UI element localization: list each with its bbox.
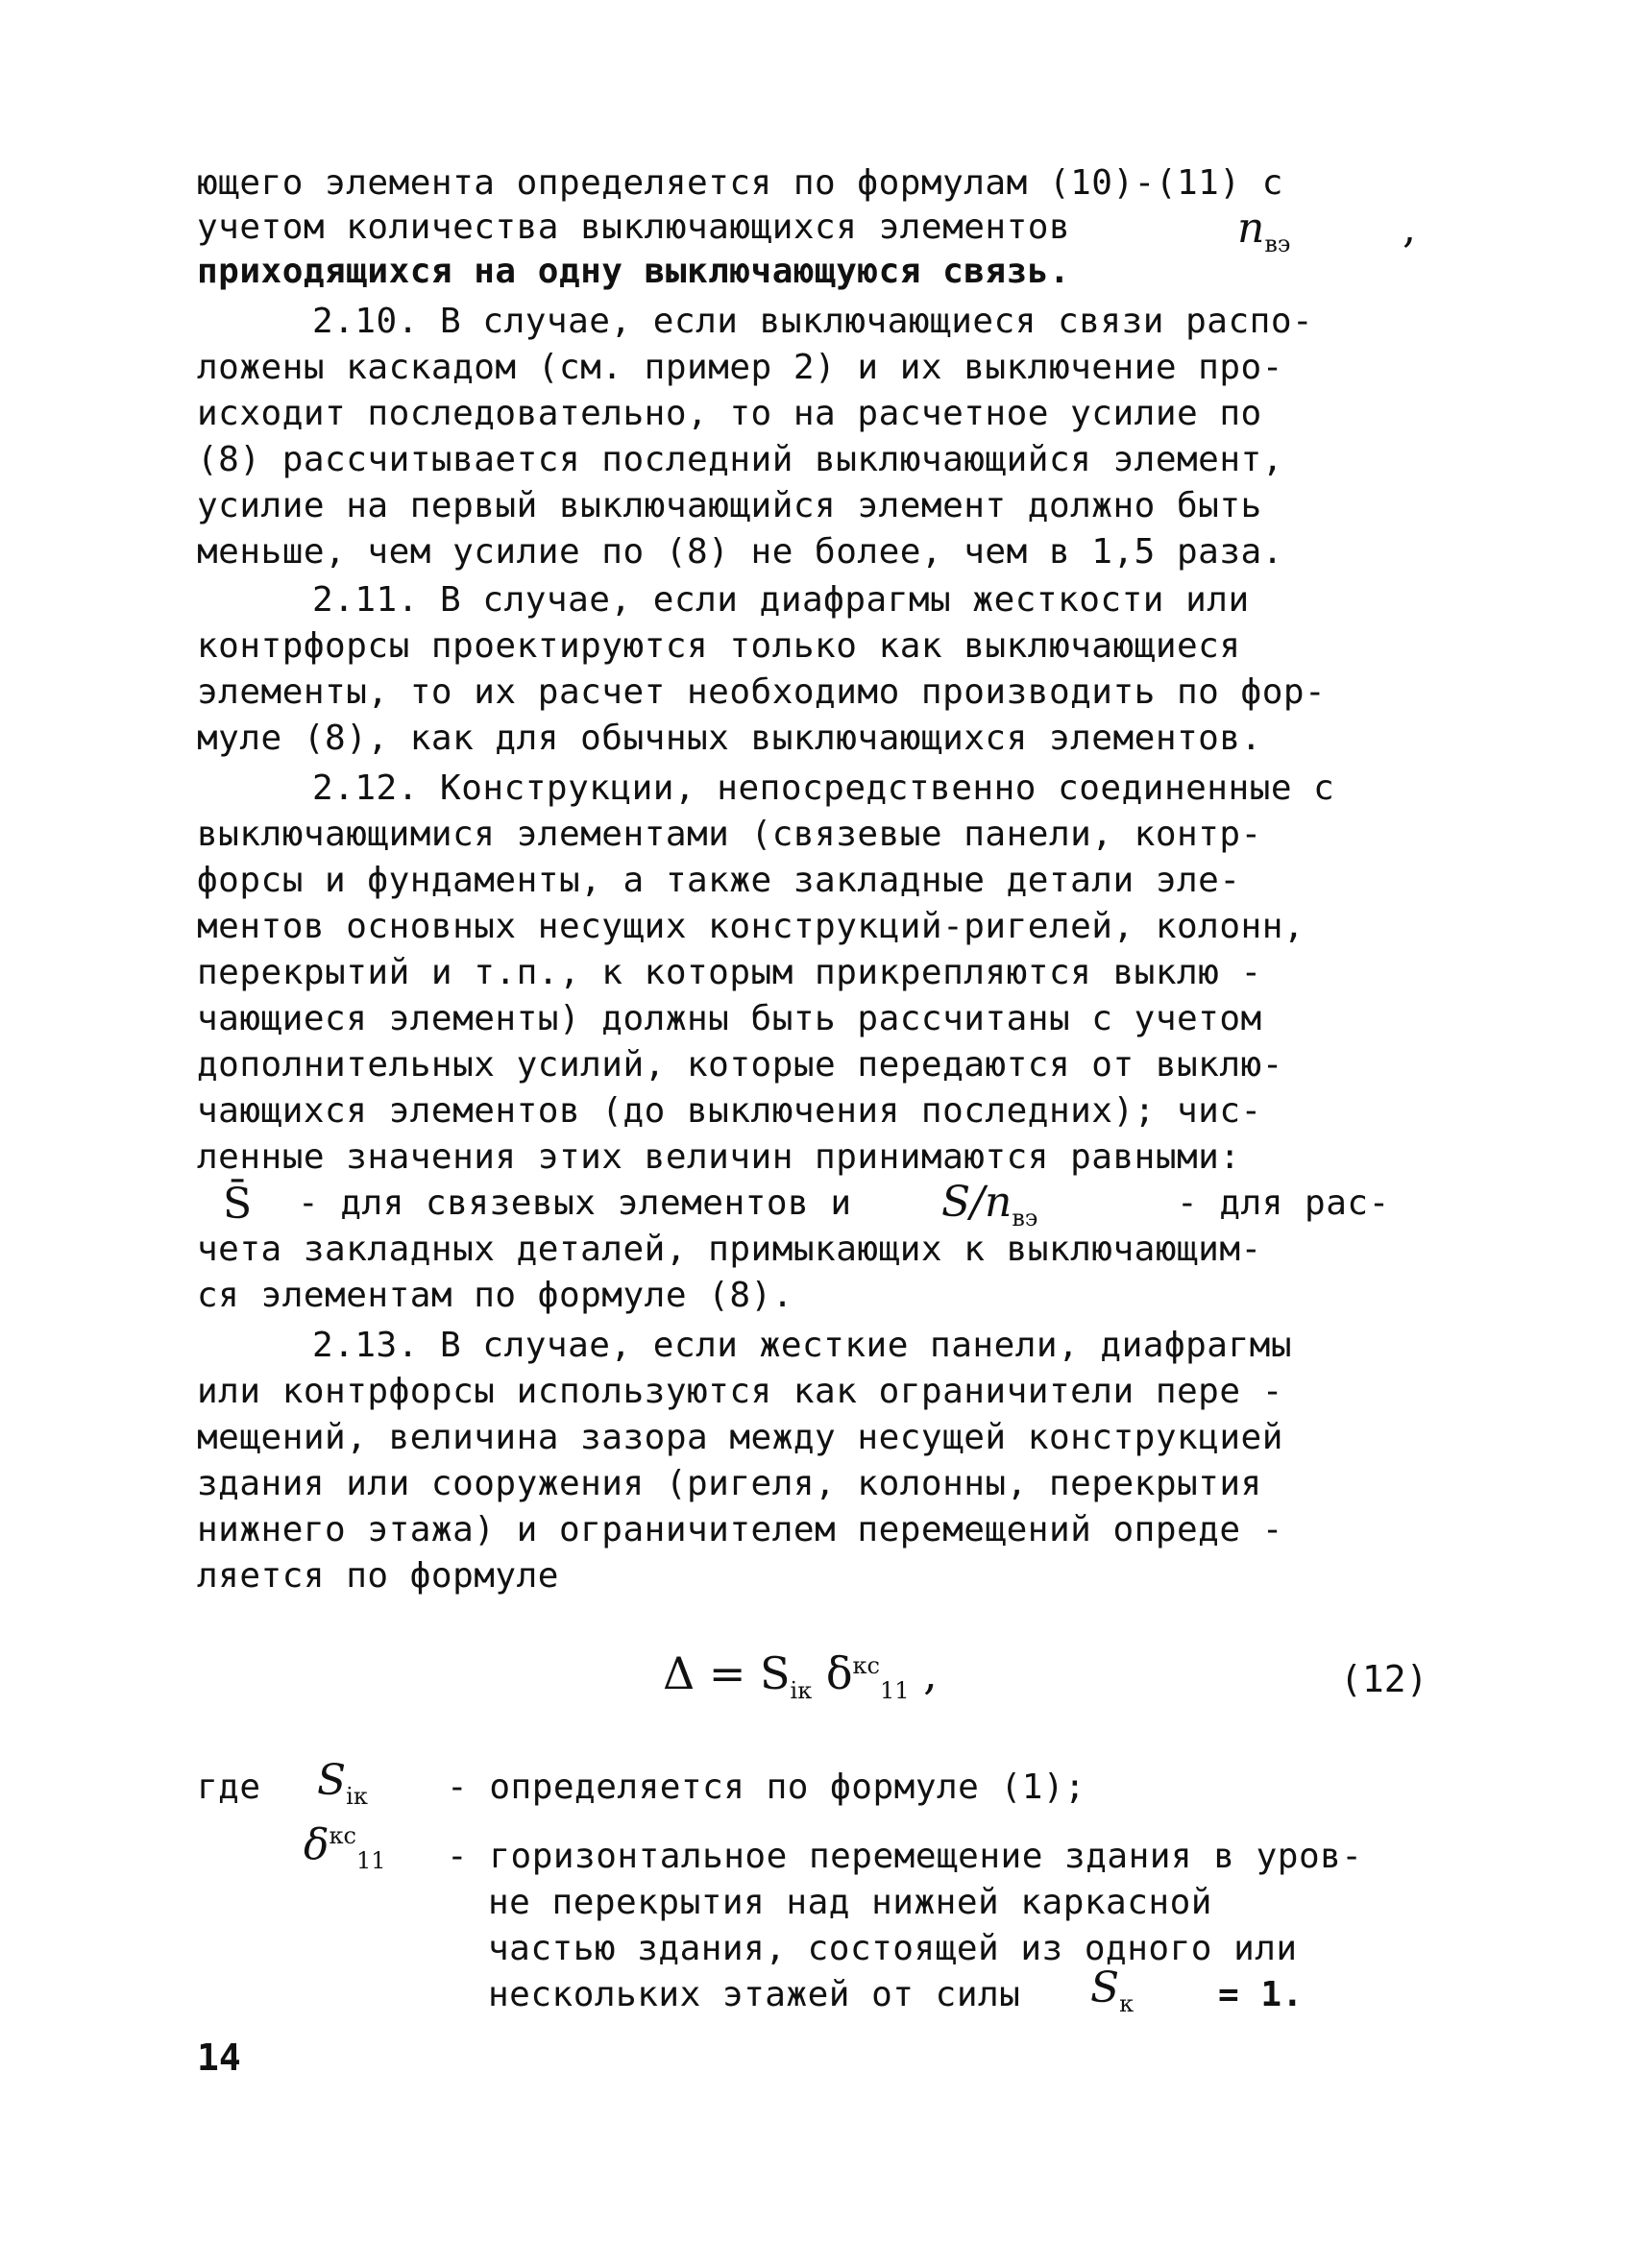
text-line: контрфорсы проектируются только как выключающиеся (197, 626, 1241, 666)
text-line: (8) рассчитывается последний выключающийся элемент, (197, 440, 1283, 479)
definition-s-ik: - определяется по формуле (1); (447, 1768, 1086, 1807)
s-over-n-symbol: $S/n_{вэ}$ (941, 1178, 1038, 1232)
text-line: - для рас- (1177, 1183, 1390, 1223)
s-k-symbol: $S_к$ (1090, 1963, 1135, 2017)
text-line: ложены каскадом (см. пример 2) и их выключение про- (197, 348, 1283, 387)
text-line: или контрфорсы используются как ограничители пере - (197, 1372, 1283, 1411)
text-line: ленные значения этих величин принимаются равными: (197, 1137, 1241, 1177)
paragraph-start: 2.10. В случае, если выключающиеся связи распо- (312, 302, 1314, 341)
definition-delta: - горизонтальное перемещение здания в уров- (447, 1837, 1363, 1876)
comma: , (1403, 204, 1416, 253)
text-line: ментов основных несущих конструкций-ригелей, колонн, (197, 907, 1306, 946)
text-line: ся элементам по формуле (8). (197, 1276, 793, 1315)
paragraph-start: 2.12. Конструкции, непосредственно соединенные с (312, 768, 1335, 808)
s-ik-symbol: $S_{iк}$ (317, 1756, 368, 1810)
text-line: ющего элемента определяется по формулам (10)-(11) с (197, 163, 1283, 203)
delta-symbol: $\delta^{кс}_{11}$ (304, 1820, 386, 1874)
where-label: где (197, 1768, 261, 1807)
text-line: мещений, величина зазора между несущей конструкцией (197, 1418, 1283, 1457)
paragraph-start: 2.13. В случае, если жесткие панели, диафрагмы (312, 1326, 1292, 1365)
text-line: нижнего этажа) и ограничителем перемещений опреде - (197, 1510, 1283, 1549)
text-line: выключающимися элементами (связевые панели, контр- (197, 815, 1262, 854)
definition-delta: не перекрытия над нижней каркасной (488, 1883, 1212, 1922)
text-line: - для связевых элементов и (298, 1183, 852, 1223)
text-line: элементы, то их расчет необходимо производить по фор- (197, 672, 1327, 712)
text-line: форсы и фундаменты, а также закладные детали эле- (197, 861, 1241, 900)
page-number: 14 (197, 2036, 241, 2079)
text-line: приходящихся на одну выключающуюся связь. (197, 252, 1071, 291)
text-line: чающиеся элементы) должны быть рассчитаны с учетом (197, 999, 1262, 1038)
text-line: чета закладных деталей, примыкающих к выключающим- (197, 1230, 1262, 1269)
text-line: усилие на первый выключающийся элемент должно быть (197, 486, 1262, 525)
definition-tail: = 1. (1218, 1975, 1304, 2014)
text-line: муле (8), как для обычных выключающихся элементов. (197, 719, 1262, 758)
s-bar-symbol: S̄ (223, 1180, 253, 1229)
text-line: учетом количества выключающихся элементов (197, 207, 1071, 247)
text-line: дополнительных усилий, которые передаются от выклю- (197, 1045, 1283, 1085)
formula-12: $\Delta = S_{iк}$ $\delta^{кс}_{11}$ , (663, 1647, 938, 1704)
n-symbol: $n_{вэ}$ (1237, 204, 1291, 257)
definition-delta: частью здания, состоящей из одного или (488, 1929, 1298, 1968)
text-line: перекрытий и т.п., к которым прикрепляются выклю - (197, 953, 1262, 992)
text-line: исходит последовательно, то на расчетное усилие по (197, 394, 1262, 433)
definition-delta: нескольких этажей от силы (488, 1975, 1021, 2014)
text-line: меньше, чем усилие по (8) не более, чем в 1,5 раза. (197, 532, 1283, 572)
text-line: чающихся элементов (до выключения последних); чис- (197, 1091, 1262, 1131)
equation-number: (12) (1340, 1658, 1428, 1700)
text-line: здания или сооружения (ригеля, колонны, перекрытия (197, 1464, 1262, 1503)
paragraph-start: 2.11. В случае, если диафрагмы жесткости или (312, 580, 1250, 620)
text-line: ляется по формуле (197, 1556, 559, 1596)
